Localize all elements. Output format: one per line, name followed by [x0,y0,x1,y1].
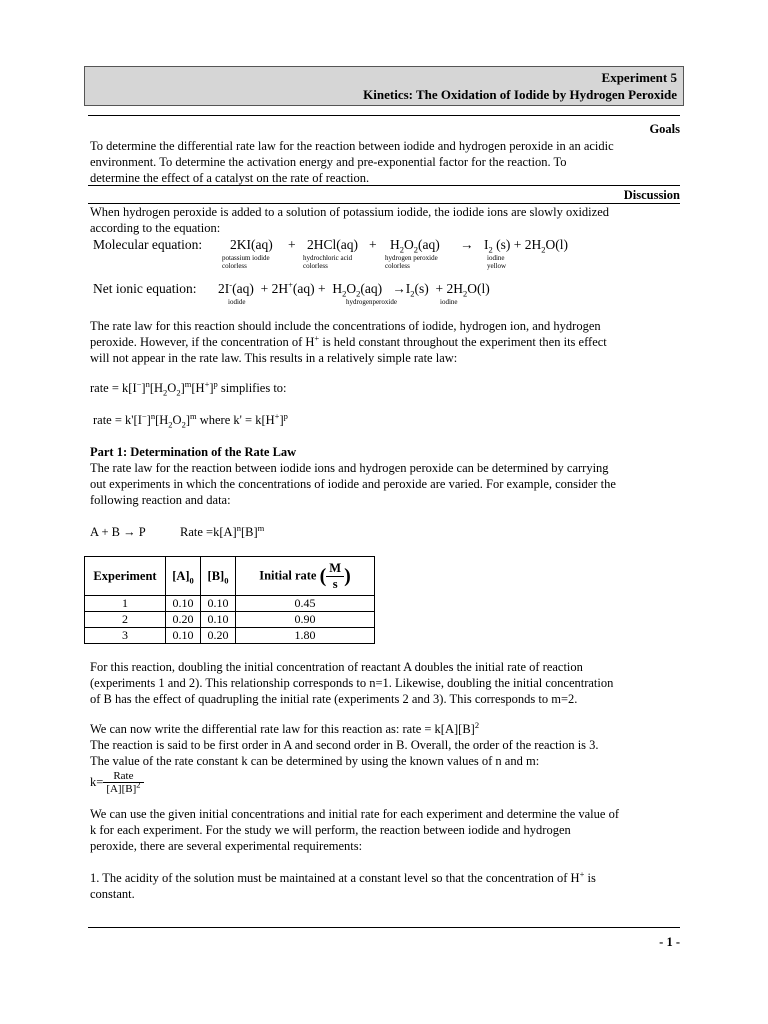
rate-law-full: rate = $k[I^-]^n[H_2O_2]^m[H^+]^p$ simplifies to: [90,378,287,398]
goals-line: To determine the differential rate law for the reaction between iodide and hydrogen peroxide in an acidic [90,139,614,153]
table-header-row [85,557,375,596]
divider [88,115,680,116]
molecular-ki: 2KI(aq) [230,237,273,252]
goals-line: determine the effect of a catalyst on the rate of reaction. [90,171,370,185]
col-experiment: Experiment [85,557,166,596]
arrow-icon: → [460,237,474,252]
col-b: $[B]_0$ [201,557,236,596]
goals-text [90,138,680,186]
ki-annotation: potassium iodide colorless [222,254,270,270]
i2-annotation: iodine yellow [487,254,507,270]
rate-law-paragraph: The rate law for this reaction should include the concentrations of iodide, hydrogen ion, and hydrogen peroxide. However, if the concentration of H+ is held constant throughout the experiment then its effect will not appear in the rate law. This results in a relatively simple rate law: [90,319,607,365]
molecular-hcl: 2HCl(aq) [307,237,358,252]
hcl-annotation: hydrochloric acid colorless [303,254,353,270]
analysis-paragraph: For this reaction, doubling the initial concentration of reactant A doubles the initial rate of reaction (experiments 1 and 2). This relationship corresponds to n=1. Likewise, doubling the initial concentration of B has the effect of quadrupling the initial rate (experiments 2 and 3). This corresponds to m=2. [90,660,614,706]
discussion-heading: Discussion [623,188,680,202]
iodine-annotation: iodine [440,298,458,306]
h2o2-annotation: hydrogen peroxide colorless [385,254,438,270]
molecular-label: Molecular equation: [93,237,203,252]
goals-line: environment. To determine the activation energy and pre-exponential factor for the reaction. To [90,155,567,169]
k-equation: k= $\frac{\text{Rate}}{[A][B]^2}$ [90,770,144,795]
table-row: 1 0.10 0.10 0.45 [85,596,375,612]
col-a: $[A]_0$ [166,557,201,596]
experiment-number: Experiment 5 [601,70,677,85]
part1-heading: Part 1: Determination of the Rate Law [90,445,297,459]
discussion-line: When hydrogen peroxide is added to a solution of potassium iodide, the iodide ions are slowly oxidized [90,205,609,219]
net-equation: $2I^-(aq) + 2H^+(aq) + H_2O_2(aq) \to I_2(s) + 2H_2O(l)$ [218,279,490,299]
page-title: Kinetics: The Oxidation of Iodide by Hydrogen Peroxide [363,87,677,102]
molecular-plus: + [288,237,296,252]
table-row: 2 0.20 0.10 0.90 [85,612,375,628]
differential-rate-law: We can now write the differential rate law for this reaction as: rate = $k[A][B]^2$ The reaction is said to be first order in A and second order in B. Overall, the order of the reaction is 3. The value of the rate constant k can be determined by using the known values of n and m: [90,719,599,768]
molecular-products: $I_2$ $(s) + 2H_2O(l)$ [484,237,568,255]
iodide-annotation: iodide [228,298,246,306]
goals-heading: Goals [649,122,680,136]
rate-law-simplified: rate = $k'[I^-]^n[H_2O_2]^m$ where $k' = k[H^+]^p$ [93,410,288,430]
table-row: 3 0.10 0.20 1.80 [85,628,375,644]
h2o2-net-annotation: hydrogenperoxide [346,298,397,306]
example-reaction: A + B → P [90,525,146,539]
molecular-plus: + [369,237,377,252]
net-label: Net ionic equation: [93,281,197,296]
requirement-1: 1. The acidity of the solution must be maintained at a constant level so that the concentration of H+ is constant. [90,868,596,901]
discussion-intro [90,204,680,236]
data-table [84,556,375,644]
discussion-line: according to the equation: [90,221,221,235]
col-initial-rate: Initial rate ( $\frac{M}{s}$ ) [236,557,375,596]
divider [88,185,680,186]
header-box [84,66,684,106]
page-number: - 1 - [659,935,680,949]
example-rate-law: Rate $=k[A]^n[B]^m$ [180,522,265,539]
footer-divider [88,927,680,928]
experimental-intro: We can use the given initial concentrations and initial rate for each experiment and determine the value of k for each experiment. For the study we will perform, the reaction between iodide and hydrogen peroxide, there are several experimental requirements: [90,807,619,853]
part1-intro: The rate law for the reaction between iodide ions and hydrogen peroxide can be determined by carrying out experiments in which the concentrations of iodide and peroxide are varied. For example, consider the following reaction and data: [90,461,616,507]
molecular-h2o2: $H_2O_2(aq)$ [390,237,440,255]
